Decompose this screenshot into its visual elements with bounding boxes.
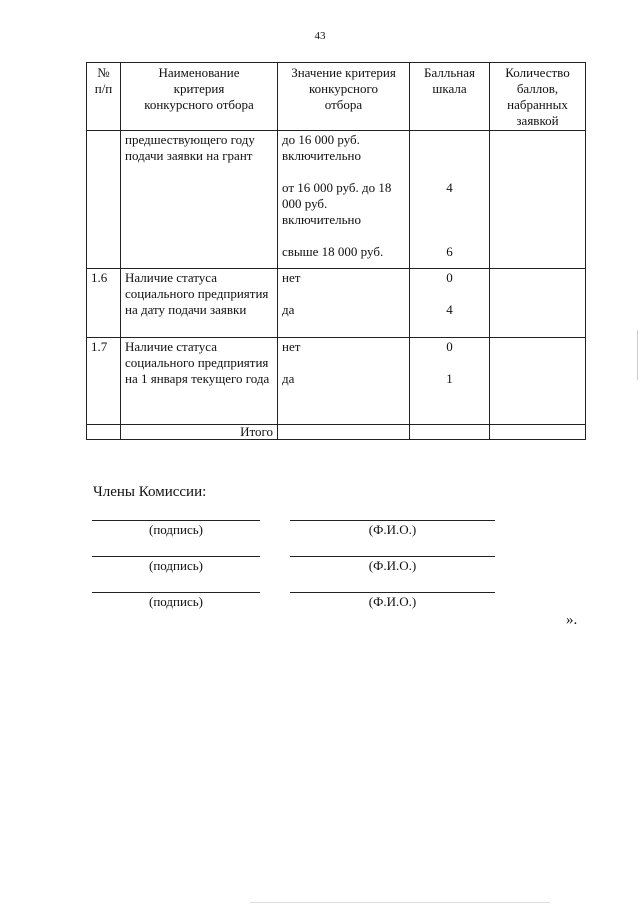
header-score-scale: Балльная шкала [410, 63, 490, 131]
total-label: Итого [121, 425, 278, 440]
signature-line [92, 520, 260, 521]
score-value: 6 [446, 244, 453, 259]
cell-points [490, 131, 586, 269]
value-option: да [282, 371, 295, 386]
score-value: 1 [446, 371, 453, 386]
criteria-table [86, 62, 586, 440]
cell-criterion-name: Наличие статуса социального предприятия на дату подачи заявки [121, 269, 278, 338]
cell-number: 1.7 [87, 338, 121, 425]
signature-caption: (подпись) [149, 594, 203, 609]
cell-points [490, 269, 586, 338]
score-value: 4 [446, 180, 453, 195]
header-number: № п/п [87, 63, 121, 131]
table-row-1-6 [87, 269, 586, 338]
score-value: 0 [446, 339, 453, 354]
table-row-1-7 [87, 338, 586, 425]
cell-number [87, 131, 121, 269]
cell-empty [278, 425, 410, 440]
cell-criterion-values [278, 269, 410, 338]
header-criterion-value: Значение критерия конкурсного отбора [278, 63, 410, 131]
scan-bottom-artifact [250, 902, 550, 903]
cell-number [87, 425, 121, 440]
value-option: от 16 000 руб. до 18 000 руб. включительно [282, 180, 392, 227]
header-points-received: Количество баллов, набранных заявкой [490, 63, 586, 131]
closing-quote-mark: ». [566, 612, 578, 628]
header-criterion-name: Наименование критерия конкурсного отбора [121, 63, 278, 131]
signature-caption: (подпись) [149, 522, 203, 537]
fio-line [290, 520, 495, 521]
cell-scores [410, 131, 490, 269]
page-number: 43 [314, 30, 326, 42]
cell-criterion-name: Наличие статуса социального предприятия на 1 января текущего года [121, 338, 278, 425]
signature-line [92, 556, 260, 557]
value-option: нет [282, 339, 301, 354]
fio-line [290, 556, 495, 557]
fio-line [290, 592, 495, 593]
cell-empty [410, 425, 490, 440]
cell-scores [410, 269, 490, 338]
fio-caption: (Ф.И.О.) [368, 594, 417, 609]
value-option: свыше 18 000 руб. [282, 244, 384, 259]
score-value: 4 [446, 302, 453, 317]
table-row-continuation [87, 131, 586, 269]
fio-caption: (Ф.И.О.) [368, 558, 417, 573]
value-option: до 16 000 руб. включительно [282, 132, 361, 163]
cell-criterion-values [278, 131, 410, 269]
table-header-row [87, 63, 586, 131]
value-option: да [282, 302, 295, 317]
table-row-total [87, 425, 586, 440]
score-value: 0 [446, 270, 453, 285]
cell-criterion-name: предшествующего году подачи заявки на грант [121, 131, 278, 269]
signature-line [92, 592, 260, 593]
cell-empty [490, 425, 586, 440]
value-option: нет [282, 270, 301, 285]
commission-members-label: Члены Комиссии: [93, 484, 207, 500]
cell-scores [410, 338, 490, 425]
scan-edge-artifact [637, 330, 638, 380]
fio-caption: (Ф.И.О.) [368, 522, 417, 537]
cell-number: 1.6 [87, 269, 121, 338]
cell-points [490, 338, 586, 425]
cell-criterion-values [278, 338, 410, 425]
signature-caption: (подпись) [149, 558, 203, 573]
